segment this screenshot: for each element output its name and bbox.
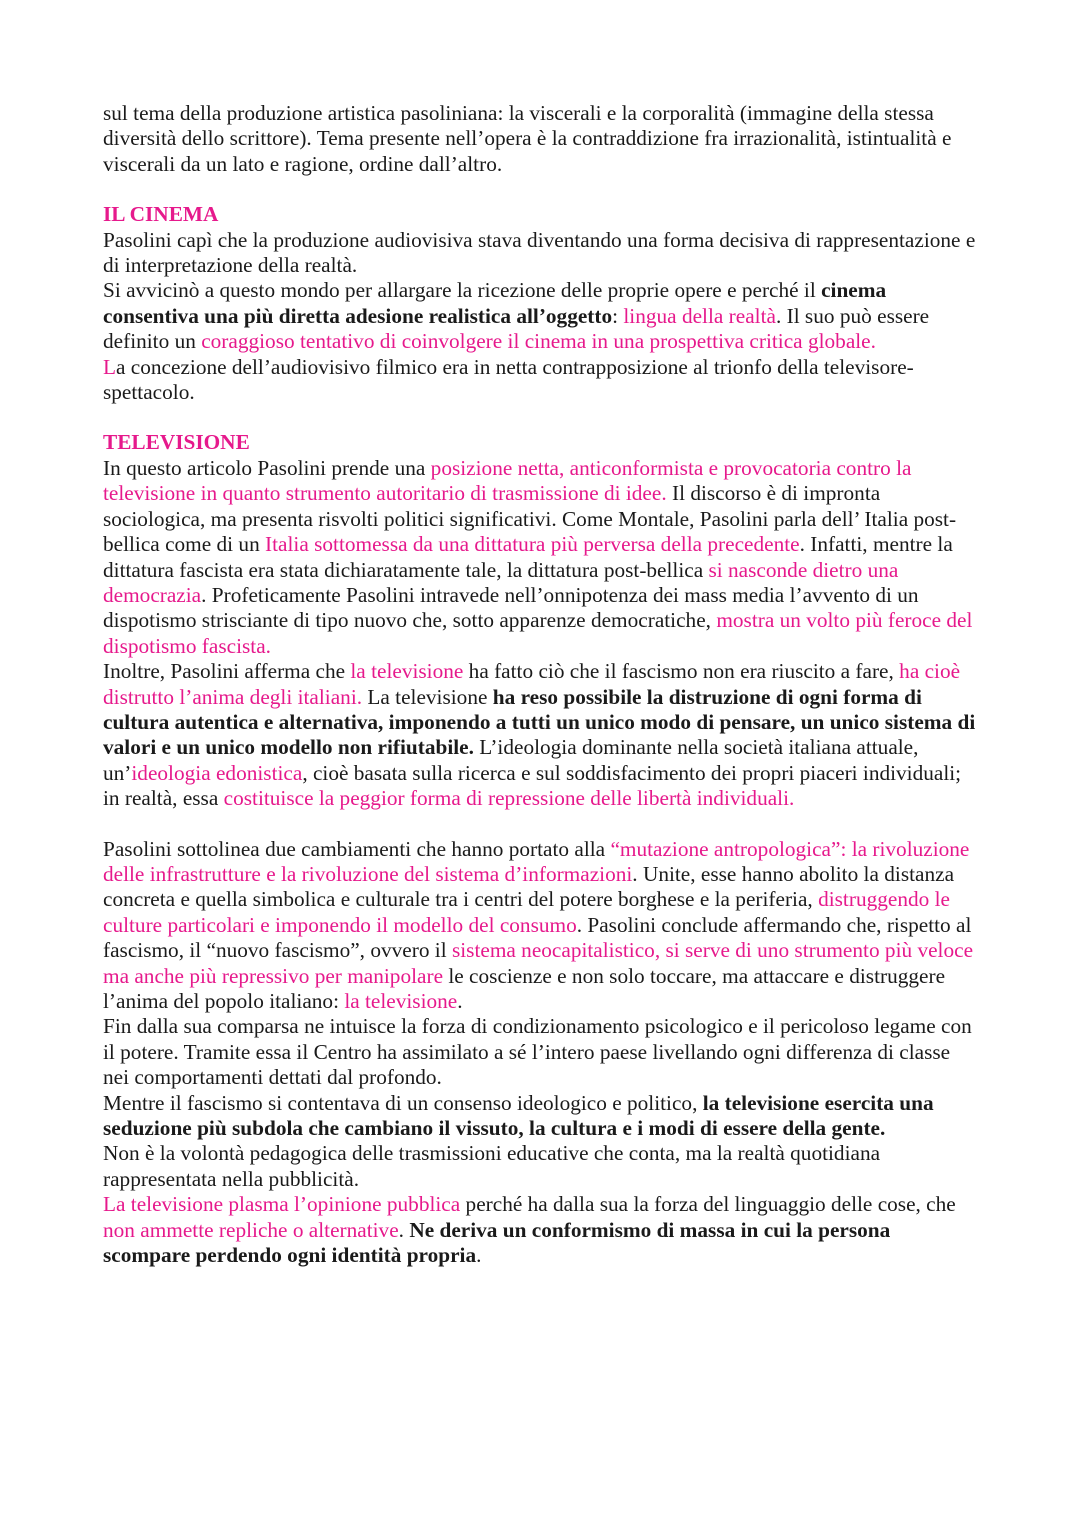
text-run: . Il suo può essere definito un [103,303,930,354]
text-run: ha fatto ciò che il fascismo non era riuscito a fare, [463,659,900,684]
text-run: . Pasolini conclude affermando che, rispetto al fascismo, il “nuovo fascismo”, ovvero il [103,912,972,963]
bold-text: Ne deriva un conformismo di massa in cui la persona scompare perdendo ogni identità propria [103,1217,891,1268]
highlighted-text: costituisce la peggior forma di repressione delle libertà individuali. [223,786,795,811]
mutazione-paragraph-1 [103,837,980,1015]
text-run: In questo articolo Pasolini prende una [103,455,431,480]
text-run: L’ideologia dominante nella società italiana attuale, un’ [103,735,919,785]
mutazione-paragraph-2 [103,1014,980,1090]
highlighted-text: ha cioè distrutto l’anima degli italiani. [103,659,961,709]
text-run: Il discorso è di impronta sociologica, ma presenta risvolti politici significativi. Come Montale, Pasolini parla dell’ Italia post- bellica come di un [103,481,957,557]
cinema-paragraph-1 [103,228,980,279]
text-run: Pasolini capì che la produzione audiovisiva stava diventando una forma decisiva di rappresentazione e di interpretazione della realtà. [103,227,976,278]
text-run: Mentre il fascismo si contentava di un consenso ideologico e politico, [103,1090,703,1115]
highlighted-text: si nasconde dietro una democrazia [103,557,899,607]
cinema-paragraph-3 [103,355,980,406]
tv-paragraph-2 [103,659,980,811]
tv-paragraph-1 [103,456,980,659]
text-run: Inoltre, Pasolini afferma che [103,659,351,684]
highlighted-text: La televisione plasma l’opinione pubblica [103,1192,461,1217]
highlighted-text: “mutazione antropologica”: la rivoluzione delle infrastrutture e la rivoluzione del sistema d’informazioni [103,836,970,886]
bold-text: cinema consentiva una più diretta adesione realistica all’oggetto [103,278,887,328]
mutazione-paragraph-3 [103,1091,980,1142]
text-run: sul tema della produzione artistica pasoliniana: la viscerali e la corporalità (immagine della stessa diversità dello scrittore). Tema presente nell’opera è la contraddizione fra irrazionalità, istintualità e viscerali da un lato e ragione, ordine dall’altro. [103,101,952,176]
text-run: Pasolini sottolinea due cambiamenti che hanno portato alla [103,836,611,861]
bold-text: la televisione esercita una seduzione più subdola che cambiano il vissuto, la cultura e i modi di essere della gente. [103,1090,934,1141]
text-run: . [476,1243,482,1268]
text-run: perché ha dalla sua la forza del linguaggio delle cose, che [460,1192,956,1217]
highlighted-text: posizione netta, anticonformista e provocatoria contro la televisione in quanto strumento autoritario di trasmissione di idee. [103,455,912,506]
text-run: a concezione dell’audiovisivo filmico era in netta contrapposizione al trionfo della televisore-spettacolo. [103,354,914,405]
highlighted-text: la televisione [350,659,464,684]
highlighted-text: L [103,354,117,379]
intro-paragraph [103,101,980,177]
bold-text: ha reso possibile la distruzione di ogni forma di cultura autentica e alternativa, imponendo a tutti un unico modo di pensare, un unico sistema di valori e un unico modello non rifiutabile. [103,684,976,760]
highlighted-text: lingua della realtà [623,303,776,328]
cinema-paragraph-2 [103,278,980,354]
mutazione-paragraph-5 [103,1192,980,1268]
section-heading-televisione: TELEVISIONE [103,430,250,455]
text-run: La televisione [362,684,493,709]
section-heading-cinema: IL CINEMA [103,202,219,227]
highlighted-text: Italia sottomessa da una dittatura più perversa della precedente [265,532,800,557]
text-run: . Profeticamente Pasolini intravede nell’onnipotenza dei mass media l’avvento di un dispotismo strisciante di tipo nuovo che, sotto apparenze democratiche, [103,582,919,633]
text-run: Fin dalla sua comparsa ne intuisce la forza di condizionamento psicologico e il pericoloso legame con il potere. Tramite essa il Centro ha assimilato a sé l’intero paese livellando ogni differenza di classe nei comportamenti dettati dal profondo. [103,1014,972,1090]
text-run: , cioè basata sulla ricerca e sul soddisfacimento dei propri piaceri individuali; in realtà, essa [103,760,962,811]
text-run: Non è la volontà pedagogica delle trasmissioni educative che conta, ma la realtà quotidiana rappresentata nella pubblicità. [103,1141,881,1191]
highlighted-text: ideologia edonistica [131,760,303,785]
text-run: : [612,303,624,328]
highlighted-text: sistema neocapitalistico, si serve di uno strumento più veloce ma anche più repressivo per manipolare [103,938,974,988]
highlighted-text: non ammette repliche o alternative [103,1217,399,1242]
text-run: le coscienze e non solo toccare, ma attaccare e distruggere l’anima del popolo italiano: [103,963,946,1013]
highlighted-text: mostra un volto più feroce del dispotismo fascista. [103,608,973,658]
text-run: . Unite, esse hanno abolito la distanza concreta e quella simbolica e culturale tra i centri del potere borghese e la periferia, [103,861,955,912]
text-run: . [398,1217,410,1242]
highlighted-text: distruggendo le culture particolari e imponendo il modello del consumo [103,887,950,937]
text-run: . [457,989,463,1013]
text-run: . Infatti, mentre la dittatura fascista era stata dichiaratamente tale, la dittatura post-bellica [103,532,953,582]
mutazione-paragraph-4 [103,1141,980,1192]
text-run: Si avvicinò a questo mondo per allargare la ricezione delle proprie opere e perché il [103,278,822,303]
highlighted-text: la televisione [344,989,458,1013]
highlighted-text: coraggioso tentativo di coinvolgere il cinema in una prospettiva critica globale. [201,329,876,354]
